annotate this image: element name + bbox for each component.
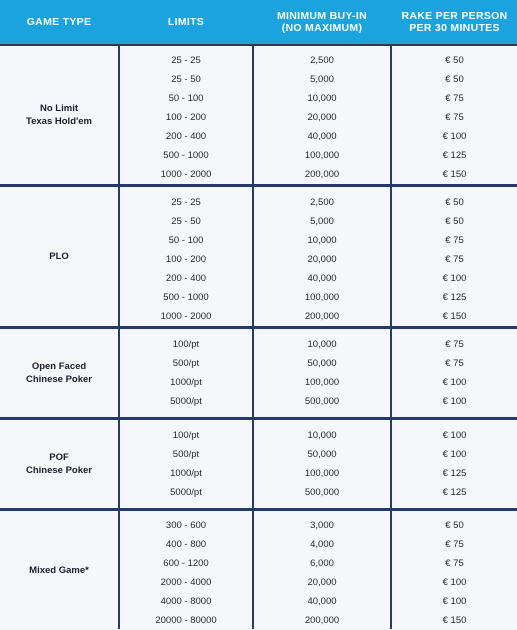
- buyin-cell: 100,000: [304, 150, 340, 161]
- game-type-name: POF Chinese Poker: [26, 452, 92, 476]
- buyin-cell: 200,000: [304, 169, 340, 180]
- limit-cell: 200 - 400: [165, 273, 207, 284]
- rake-cell: € 100: [442, 596, 467, 607]
- rake-cell: € 100: [442, 396, 467, 407]
- buyin-cell: 500,000: [304, 487, 340, 498]
- limit-cell: 50 - 100: [168, 93, 204, 104]
- limit-cell: 25 - 50: [171, 216, 201, 227]
- limit-cell: 1000 - 2000: [160, 311, 212, 322]
- rake-cell: € 75: [445, 112, 464, 123]
- rake-cell: € 75: [445, 539, 464, 550]
- buyin-cell: 10,000: [307, 339, 337, 350]
- limit-cell: 25 - 25: [171, 197, 201, 208]
- buyin-cell: 100,000: [304, 292, 340, 303]
- limit-cell: 1000/pt: [170, 468, 202, 479]
- rake-cell: € 75: [445, 339, 464, 350]
- buyin-cell: 40,000: [307, 596, 337, 607]
- rake-cell: € 75: [445, 254, 464, 265]
- buyin-cell: 100,000: [304, 468, 340, 479]
- header-rake: RAKE PER PERSON PER 30 MINUTES: [401, 10, 508, 34]
- buyin-cell: 10,000: [307, 430, 337, 441]
- limit-cell: 100 - 200: [165, 254, 207, 265]
- limit-cell: 100 - 200: [165, 112, 207, 123]
- header-min-buyin: MINIMUM BUY-IN (NO MAXIMUM): [277, 10, 367, 34]
- rake-cell: € 100: [442, 449, 467, 460]
- limit-cell: 25 - 50: [171, 74, 201, 85]
- rake-cell: € 75: [445, 235, 464, 246]
- buyin-cell: 200,000: [304, 311, 340, 322]
- buyin-cell: 100,000: [304, 377, 340, 388]
- rake-cell: € 100: [442, 273, 467, 284]
- buyin-cell: 40,000: [307, 131, 337, 142]
- rake-cell: € 150: [442, 311, 467, 322]
- rake-cell: € 125: [442, 150, 467, 161]
- rake-cell: € 75: [445, 558, 464, 569]
- rake-cell: € 50: [445, 197, 464, 208]
- limit-cell: 100/pt: [172, 339, 200, 350]
- buyin-cell: 200,000: [304, 615, 340, 626]
- limit-cell: 500/pt: [172, 358, 200, 369]
- limit-cell: 100/pt: [172, 430, 200, 441]
- buyin-cell: 50,000: [307, 358, 337, 369]
- limit-cell: 4000 - 8000: [160, 596, 212, 607]
- limit-cell: 25 - 25: [171, 55, 201, 66]
- game-type-name: Mixed Game*: [29, 564, 89, 576]
- header-limits: LIMITS: [167, 16, 205, 28]
- group-divider: [0, 184, 517, 187]
- game-type-name: PLO: [49, 251, 69, 262]
- rake-cell: € 100: [442, 131, 467, 142]
- limit-cell: 500/pt: [172, 449, 200, 460]
- rake-cell: € 100: [442, 377, 467, 388]
- table-header: [0, 0, 517, 44]
- rake-cell: € 150: [442, 169, 467, 180]
- rake-cell: € 125: [442, 487, 467, 498]
- rake-cell: € 150: [442, 615, 467, 626]
- buyin-cell: 20,000: [307, 112, 337, 123]
- buyin-cell: 20,000: [307, 254, 337, 265]
- limit-cell: 500 - 1000: [163, 292, 209, 303]
- buyin-cell: 10,000: [307, 93, 337, 104]
- group-divider: [0, 508, 517, 511]
- rake-cell: € 75: [445, 358, 464, 369]
- header-game-type: GAME TYPE: [26, 16, 92, 28]
- limit-cell: 400 - 800: [165, 539, 207, 550]
- rake-cell: € 50: [445, 216, 464, 227]
- buyin-cell: 20,000: [307, 577, 337, 588]
- limit-cell: 1000 - 2000: [160, 169, 212, 180]
- limit-cell: 20000 - 80000: [155, 615, 217, 626]
- buyin-cell: 40,000: [307, 273, 337, 284]
- game-type-name: Open Faced Chinese Poker: [26, 361, 92, 385]
- buyin-cell: 10,000: [307, 235, 337, 246]
- buyin-cell: 2,500: [310, 55, 334, 66]
- limit-cell: 5000/pt: [170, 487, 202, 498]
- rake-cell: € 50: [445, 55, 464, 66]
- buyin-cell: 2,500: [310, 197, 334, 208]
- rake-cell: € 100: [442, 577, 467, 588]
- rake-cell: € 100: [442, 430, 467, 441]
- buyin-cell: 50,000: [307, 449, 337, 460]
- buyin-cell: 4,000: [310, 539, 334, 550]
- limit-cell: 200 - 400: [165, 131, 207, 142]
- buyin-cell: 5,000: [310, 74, 334, 85]
- buyin-cell: 5,000: [310, 216, 334, 227]
- limit-cell: 2000 - 4000: [160, 577, 212, 588]
- rake-cell: € 75: [445, 93, 464, 104]
- limit-cell: 300 - 600: [165, 520, 207, 531]
- limit-cell: 600 - 1200: [163, 558, 209, 569]
- rake-cell: € 125: [442, 468, 467, 479]
- limit-cell: 500 - 1000: [163, 150, 209, 161]
- rake-cell: € 50: [445, 74, 464, 85]
- limit-cell: 5000/pt: [170, 396, 202, 407]
- limit-cell: 50 - 100: [168, 235, 204, 246]
- rake-cell: € 125: [442, 292, 467, 303]
- limit-cell: 1000/pt: [170, 377, 202, 388]
- rake-cell: € 50: [445, 520, 464, 531]
- buyin-cell: 6,000: [310, 558, 334, 569]
- game-type-name: No Limit Texas Hold'em: [26, 103, 92, 127]
- buyin-cell: 500,000: [304, 396, 340, 407]
- group-divider: [0, 417, 517, 420]
- group-divider: [0, 326, 517, 329]
- buyin-cell: 3,000: [310, 520, 334, 531]
